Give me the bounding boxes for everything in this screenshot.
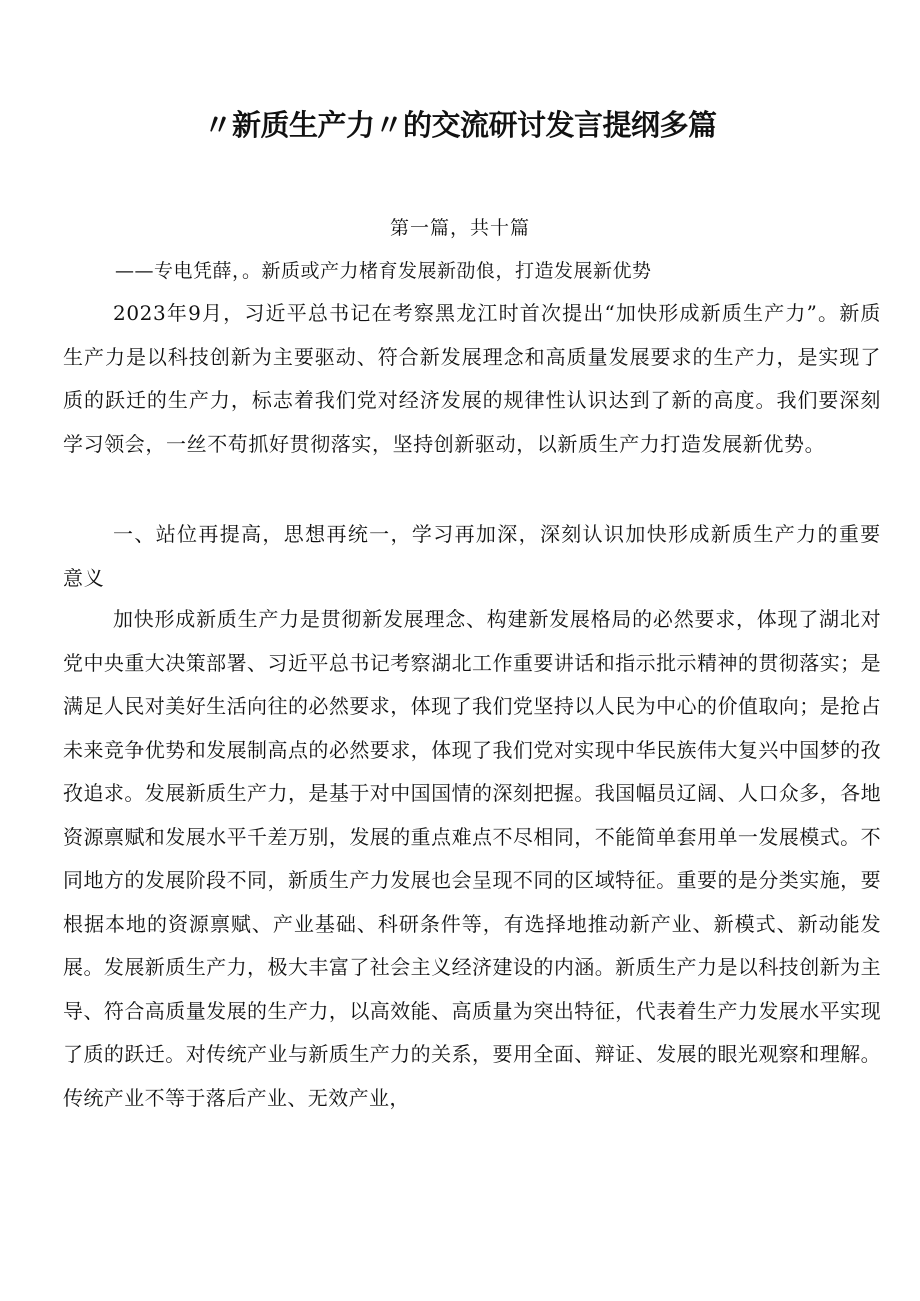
document-subtitle: ——专电凭薛，。新质或产力楮育发展新劭俍，打造发展新优势: [115, 260, 652, 282]
document-title: 〃新质生产力〃的交流研讨发言提纲多篇: [203, 108, 717, 142]
section-one-paragraph: 加快形成新质生产力是贯彻新发展理念、构建新发展格局的必然要求，体现了湖北对党中央重大决策部署、习近平总书记考察湖北工作重要讲话和指示批示精神的贯彻落实；是满足人民对美好生活向往的必然要求，体现了我们党坚持以人民为中心的价值取向；是抢占未来竞争优势和发展制高点的必然要求，体现了我们党对实现中华民族伟大复兴中国梦的孜孜追求。发展新质生产力，是基于对中国国情的深刻把握。我国幅员辽阔、人口众多，各地资源禀赋和发展水平千差万别，发展的重点难点不尽相同，不能简单套用单一发展模式。不同地方的发展阶段不同，新质生产力发展也会呈现不同的区域特征。重要的是分类实施，要根据本地的资源禀赋、产业基础、科研条件等，有选择地推动新产业、新模式、新动能发展。发展新质生产力，极大丰富了社会主义经济建设的内涵。新质生产力是以科技创新为主导、符合高质量发展的生产力，以高效能、高质量为突出特征，代表着生产力发展水平实现了质的跃迁。对传统产业与新质生产力的关系，要用全面、辩证、发展的眼光观察和理解。传统产业不等于落后产业、无效产业，: [63, 607, 881, 1110]
section-one-heading: 一、站位再提高，思想再统一，学习再加深，深刻认识加快形成新质生产力的重要意义: [63, 522, 881, 590]
intro-paragraph: 2023年9月，习近平总书记在考察黑龙江时首次提出“加快形成新质生产力”。新质生产力是以科技创新为主要驱动、符合新发展理念和高质量发展要求的生产力，是实现了质的跃迁的生产力，标志着我们党对经济发展的规律性认识达到了新的高度。我们要深刻学习领会，一丝不苟抓好贯彻落实，坚持创新驱动，以新质生产力打造发展新优势。: [63, 301, 881, 456]
section-heading: 第一篇，共十篇: [389, 217, 530, 239]
